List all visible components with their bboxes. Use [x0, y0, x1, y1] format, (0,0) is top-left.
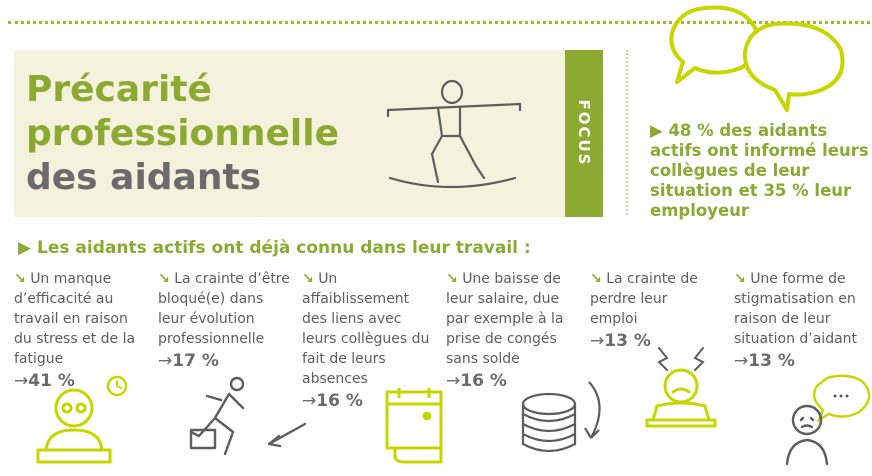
- item-description: Un manque d’efficacité au travail en raison du stress et de la fatigue: [14, 271, 136, 367]
- person-stumbling-icon: [185, 378, 305, 468]
- item-text: [14, 269, 149, 369]
- list-item: [590, 269, 710, 351]
- pct-value: 16 %: [460, 371, 507, 391]
- pct-arrow: →: [590, 331, 605, 351]
- item-arrow: ↘: [14, 271, 26, 287]
- section-heading: [18, 238, 531, 258]
- stat-bullet: ▶: [650, 121, 663, 140]
- item-percentage: [158, 351, 293, 371]
- section-heading-text: Les aidants actifs ont déjà connu dans leur travail :: [37, 238, 531, 258]
- list-item: [14, 269, 149, 391]
- item-description: Une baisse de leur salaire, due par exemple à la prise de congés sans solde: [446, 271, 564, 367]
- pct-arrow: →: [302, 391, 317, 411]
- list-item: [158, 269, 293, 371]
- title-line-2: professionnelle: [26, 113, 340, 154]
- pct-arrow: →: [14, 371, 29, 391]
- pct-value: 13 %: [604, 331, 651, 351]
- coins-stack-icon: [515, 380, 605, 470]
- pct-value: 17 %: [172, 351, 219, 371]
- item-arrow: ↘: [158, 271, 170, 287]
- list-item: [734, 269, 869, 371]
- person-tired-clock-icon: [20, 378, 140, 468]
- speech-bubbles-icon: [665, 2, 865, 112]
- focus-label: FOCUS: [575, 99, 593, 167]
- pct-value: 16 %: [316, 391, 363, 411]
- item-description: La crainte de perdre leur emploi: [590, 271, 698, 327]
- item-description: La crainte d’être bloqué(e) dans leur évolution professionnelle: [158, 271, 290, 347]
- item-arrow: ↘: [734, 271, 746, 287]
- item-percentage: [734, 351, 869, 371]
- title-line-3: des aidants: [26, 157, 262, 198]
- title-line-1: Précarité: [26, 69, 212, 110]
- calendar-icon: [385, 386, 465, 476]
- pct-value: 41 %: [28, 371, 75, 391]
- item-description: Une forme de stigmatisation en raison de leur situation d’aidant: [734, 271, 858, 347]
- stat-text: 48 % des aidants actifs ont informé leurs collègues de leur situation et 35 % leur employeur: [650, 121, 869, 220]
- item-text: [302, 269, 437, 389]
- pct-arrow: →: [446, 371, 461, 391]
- stressed-person-icon: [645, 346, 735, 436]
- item-text: [590, 269, 710, 329]
- section-heading-bullet: ▶: [18, 238, 32, 258]
- item-text: [158, 269, 293, 349]
- item-arrow: ↘: [446, 271, 458, 287]
- page-title: [26, 68, 339, 200]
- item-description: Un affaiblissement des liens avec leurs collègues du fait de leurs absences: [302, 271, 430, 387]
- person-speech-bubble-icon: [785, 372, 872, 462]
- pct-arrow: →: [158, 351, 173, 371]
- stat-callout: [650, 121, 870, 221]
- pct-value: 13 %: [748, 351, 795, 371]
- item-arrow: ↘: [590, 271, 602, 287]
- tightrope-walker-icon: [380, 78, 540, 198]
- item-text: [446, 269, 581, 369]
- vertical-dotted-divider: [626, 50, 628, 215]
- item-text: [734, 269, 869, 349]
- list-item: [446, 269, 581, 391]
- pct-arrow: →: [734, 351, 749, 371]
- item-arrow: ↘: [302, 271, 314, 287]
